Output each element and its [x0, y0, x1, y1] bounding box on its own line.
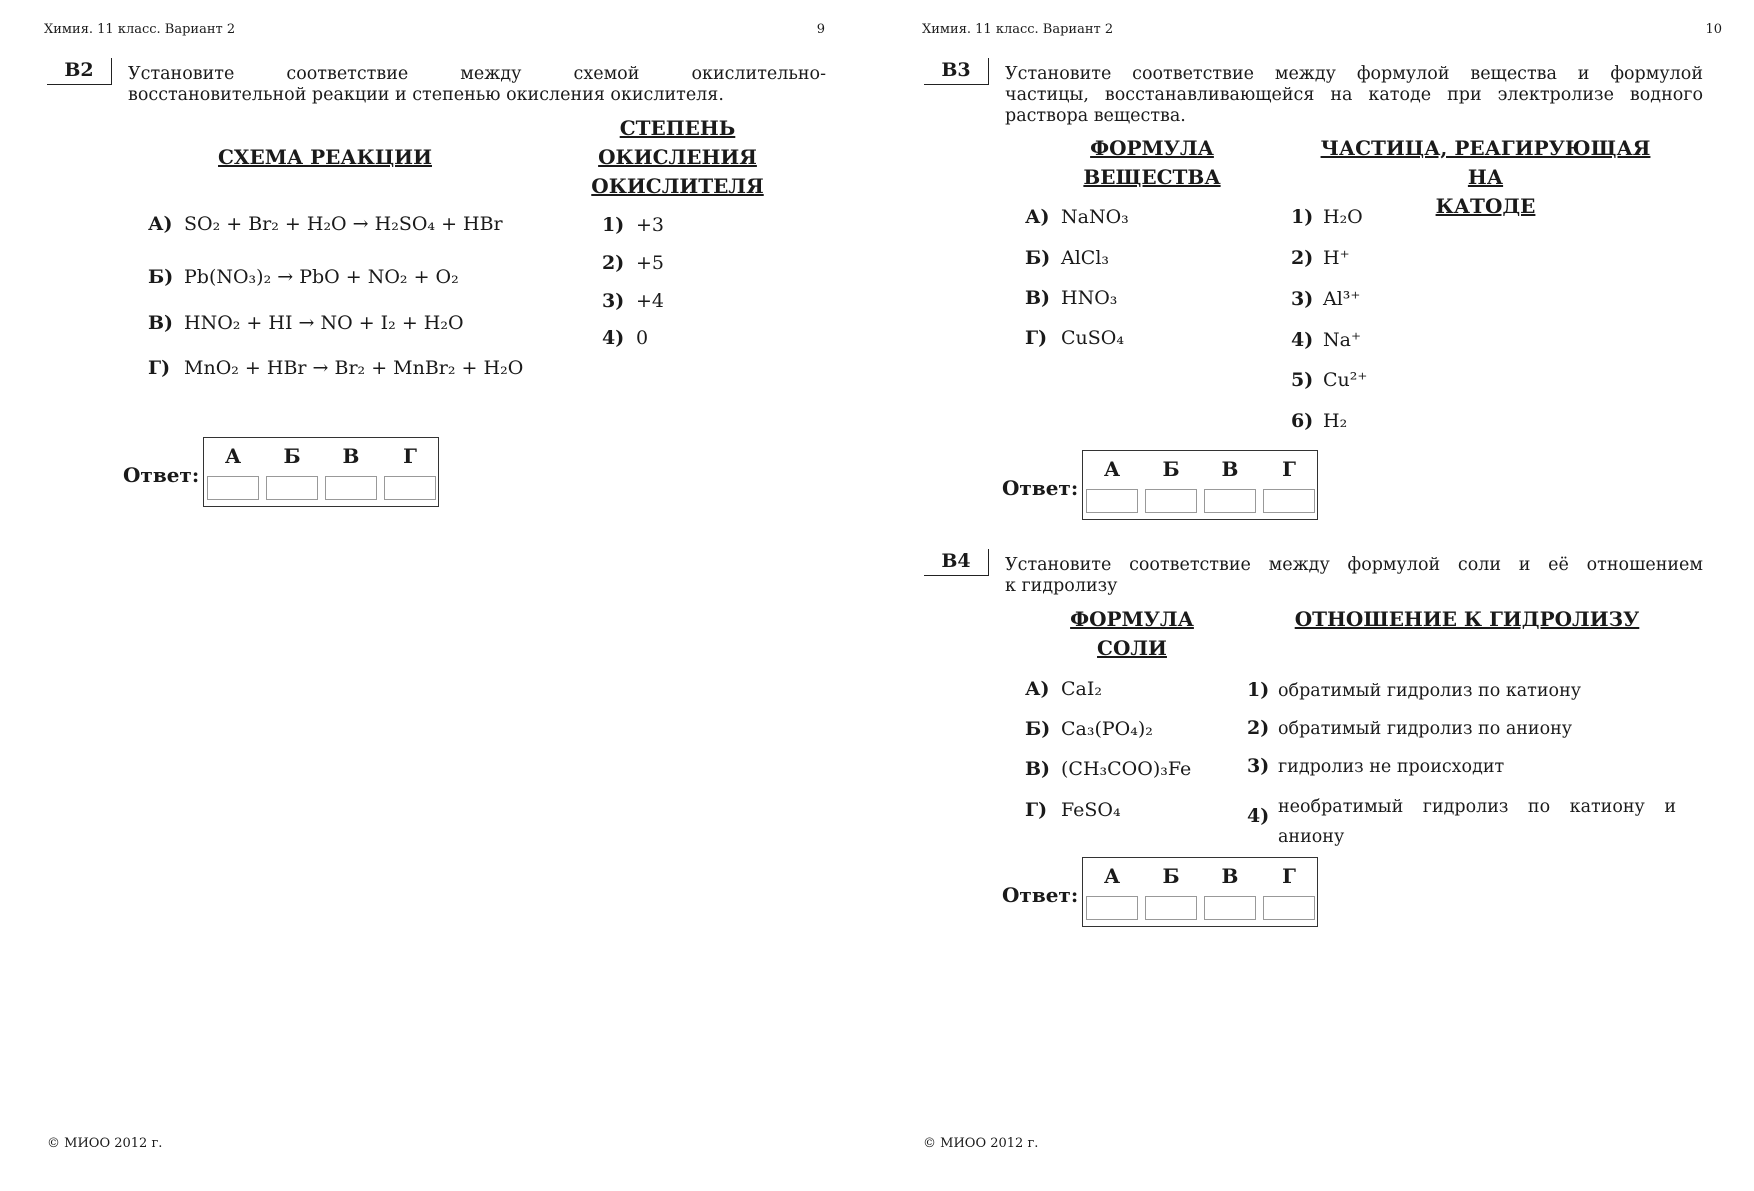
option-key: 2) [602, 252, 625, 274]
answer-letter: Г [1282, 864, 1296, 888]
answer-table-b2 [203, 437, 439, 507]
option-key: 3) [602, 290, 625, 312]
option-text: обратимый гидролиз по катиону [1278, 681, 1582, 701]
option-key: 4) [1247, 805, 1270, 827]
task-b2-statement [128, 64, 826, 106]
page-number: 10 [1705, 22, 1722, 37]
option-key: 3) [1291, 288, 1314, 310]
substance-item [1025, 287, 1117, 309]
option-text: H⁺ [1323, 247, 1350, 269]
answer-letter: Б [1162, 457, 1180, 481]
column-header-scheme: СХЕМА РЕАКЦИИ [218, 145, 432, 169]
page-number: 9 [816, 22, 825, 37]
item-key: Г) [1025, 799, 1048, 821]
option-item [602, 252, 664, 274]
option-item [1291, 369, 1367, 391]
column-header-oxidation: СТЕПЕНЬ ОКИСЛЕНИЯ ОКИСЛИТЕЛЯ [591, 116, 764, 198]
option-text: Na⁺ [1323, 329, 1361, 351]
answer-label: Ответ: [1002, 883, 1079, 907]
answer-letter: Б [1162, 864, 1180, 888]
statement-line: Установите соответствие между схемой окислительно- [128, 64, 826, 84]
option-key: 2) [1291, 247, 1314, 269]
substance-item [1025, 327, 1124, 349]
salt-formula: FeSO₄ [1061, 799, 1121, 821]
item-key: Б) [1025, 247, 1051, 269]
footer-copyright: © МИОО 2012 г. [47, 1136, 163, 1151]
answer-label: Ответ: [123, 463, 200, 487]
header-title: Химия. 11 класс. Вариант 2 [922, 22, 1114, 37]
header-title: Химия. 11 класс. Вариант 2 [44, 22, 236, 37]
substance-item [1025, 247, 1109, 269]
answer-table-b3 [1082, 450, 1318, 520]
task-label-b2: B2 [47, 58, 112, 85]
substance-item [1025, 206, 1129, 228]
option-text: H₂ [1323, 410, 1348, 432]
answer-cell[interactable] [384, 476, 436, 500]
column-header-particle: ЧАСТИЦА, РЕАГИРУЮЩАЯ НА КАТОДЕ [1320, 136, 1651, 218]
option-text: H₂O [1323, 206, 1363, 228]
option-key: 5) [1291, 369, 1314, 391]
option-key: 2) [1247, 717, 1270, 739]
task-b3-statement [1005, 64, 1703, 127]
answer-table-b4 [1082, 857, 1318, 927]
reaction-formula: MnO₂ + HBr → Br₂ + MnBr₂ + H₂O [184, 357, 524, 379]
salt-item [1025, 799, 1121, 821]
answer-letter: В [1221, 457, 1239, 481]
salt-item [1025, 718, 1153, 740]
answer-letter: А [1103, 864, 1121, 888]
option-text: необратимый гидролиз по катиону и аниону [1278, 797, 1676, 847]
option-item [602, 327, 648, 349]
column-header-salt: ФОРМУЛА СОЛИ [1070, 607, 1194, 660]
option-key: 4) [1291, 329, 1314, 351]
salt-formula: CaI₂ [1061, 678, 1102, 700]
salt-item [1025, 678, 1102, 700]
answer-letter: В [342, 444, 360, 468]
option-text: +5 [636, 252, 665, 274]
option-item [1291, 206, 1363, 228]
option-item [1291, 329, 1361, 351]
option-text: 0 [636, 327, 649, 349]
item-key: В) [148, 312, 174, 334]
option-text: обратимый гидролиз по аниону [1278, 719, 1573, 739]
answer-cell[interactable] [1086, 896, 1138, 920]
reaction-formula: Pb(NO₃)₂ → PbO + NO₂ + O₂ [184, 266, 459, 288]
answer-cell[interactable] [1204, 896, 1256, 920]
reaction-formula: SO₂ + Br₂ + H₂O → H₂SO₄ + HBr [184, 213, 503, 235]
answer-cell[interactable] [325, 476, 377, 500]
answer-letter: Б [283, 444, 301, 468]
statement-line: частицы, восстанавливающейся на катоде при электролизе водного [1005, 85, 1703, 105]
task-label-b4: B4 [924, 549, 989, 576]
task-label-b3: B3 [924, 58, 989, 85]
statement-line: Установите соответствие между формулой соли и её отношением [1005, 555, 1703, 575]
option-item [1247, 805, 1278, 827]
option-key: 3) [1247, 755, 1270, 777]
footer-copyright: © МИОО 2012 г. [923, 1136, 1039, 1151]
reaction-item [148, 213, 503, 235]
option-item [1247, 679, 1581, 701]
salt-formula: Ca₃(PO₄)₂ [1061, 718, 1153, 740]
answer-letter: А [224, 444, 242, 468]
statement-line: восстановительной реакции и степенью окисления окислителя. [128, 85, 724, 105]
option-item [602, 214, 664, 236]
option-key: 4) [602, 327, 625, 349]
answer-letter: Г [1282, 457, 1296, 481]
item-key: А) [148, 213, 173, 235]
answer-label: Ответ: [1002, 476, 1079, 500]
option-item [1247, 717, 1572, 739]
substance-formula: CuSO₄ [1061, 327, 1124, 349]
option-item [602, 290, 664, 312]
answer-letter: А [1103, 457, 1121, 481]
statement-line: к гидролизу [1005, 576, 1118, 596]
column-header-hydrolysis: ОТНОШЕНИЕ К ГИДРОЛИЗУ [1294, 607, 1640, 631]
task-b4-statement [1005, 555, 1703, 597]
item-key: В) [1025, 287, 1051, 309]
item-key: Г) [148, 357, 171, 379]
option-item [1291, 247, 1350, 269]
answer-cell[interactable] [1204, 489, 1256, 513]
answer-cell[interactable] [1086, 489, 1138, 513]
answer-cell[interactable] [1145, 896, 1197, 920]
answer-letter: В [1221, 864, 1239, 888]
option-key: 6) [1291, 410, 1314, 432]
statement-line: раствора вещества. [1005, 106, 1186, 126]
item-key: Б) [148, 266, 174, 288]
column-header-substance: ФОРМУЛА ВЕЩЕСТВА [1083, 136, 1221, 189]
substance-formula: HNO₃ [1061, 287, 1118, 309]
reaction-item [148, 266, 459, 288]
salt-formula: (CH₃COO)₃Fe [1061, 758, 1192, 780]
option-text: +4 [636, 290, 665, 312]
option-key: 1) [602, 214, 625, 236]
option-key: 1) [1247, 679, 1270, 701]
item-key: Г) [1025, 327, 1048, 349]
option-key: 1) [1291, 206, 1314, 228]
option-item [1291, 410, 1347, 432]
option-item [1247, 755, 1504, 777]
answer-cell[interactable] [1263, 896, 1315, 920]
option-text: Al³⁺ [1323, 288, 1361, 310]
reaction-item [148, 312, 464, 334]
answer-letter: Г [403, 444, 417, 468]
option-text: +3 [636, 214, 665, 236]
substance-formula: NaNO₃ [1061, 206, 1129, 228]
item-key: Б) [1025, 718, 1051, 740]
statement-line: Установите соответствие между формулой вещества и формулой [1005, 64, 1703, 84]
item-key: А) [1025, 678, 1050, 700]
option-text: гидролиз не происходит [1278, 757, 1505, 777]
answer-cell[interactable] [1145, 489, 1197, 513]
option-item [1291, 288, 1360, 310]
reaction-formula: HNO₂ + HI → NO + I₂ + H₂O [184, 312, 464, 334]
answer-cell[interactable] [1263, 489, 1315, 513]
substance-formula: AlCl₃ [1061, 247, 1110, 269]
item-key: А) [1025, 206, 1050, 228]
reaction-item [148, 357, 523, 379]
right-page [877, 0, 1754, 1191]
answer-cell[interactable] [266, 476, 318, 500]
salt-item [1025, 758, 1191, 780]
item-key: В) [1025, 758, 1051, 780]
option-text: Cu²⁺ [1323, 369, 1368, 391]
answer-cell[interactable] [207, 476, 259, 500]
